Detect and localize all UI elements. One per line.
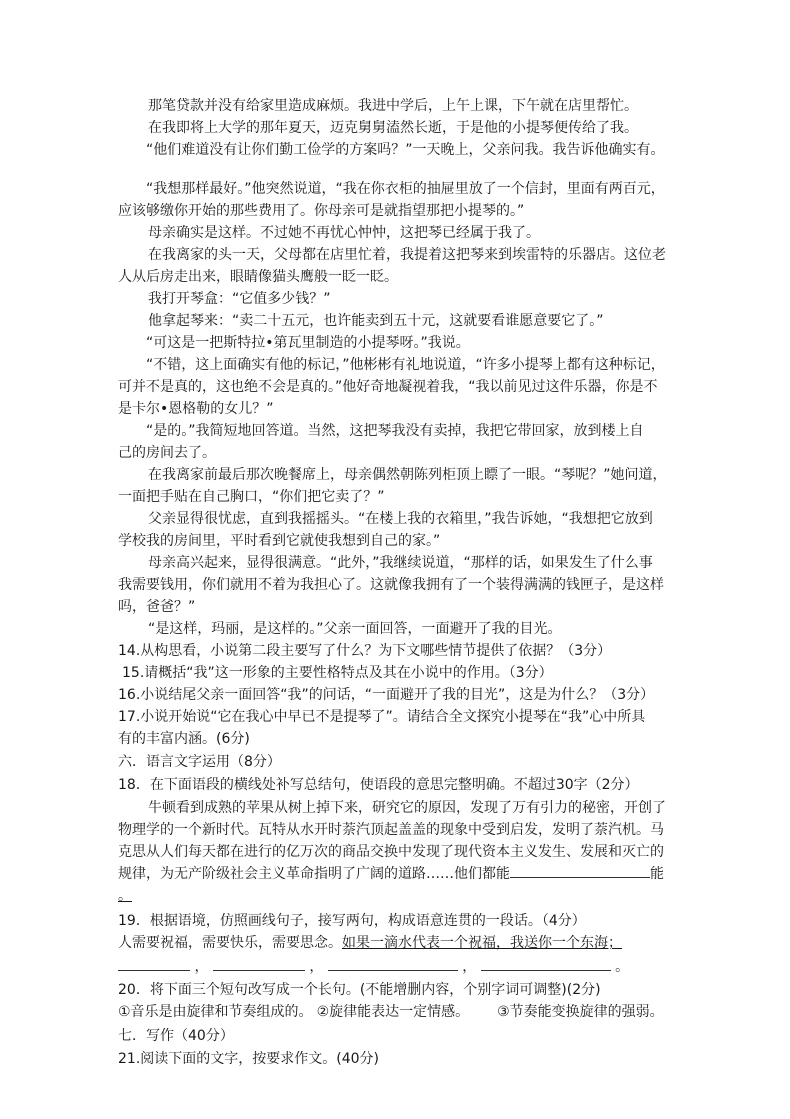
story-line: 在我即将上大学的那年夏天，迈克舅舅溘然长逝，于是他的小提琴便传给了我。 <box>148 120 638 136</box>
q20-item-1: ①音乐是由旋律和节奏组成的。 <box>118 1004 313 1020</box>
q19-comma: ， <box>194 959 209 975</box>
story-line: 学校我的房间里，平时看到它就使我想到自己的家。” <box>118 533 441 549</box>
question-17: 17.小说开始说“它在我心中早已不是提琴了”。请结合全文探究小提琴在“我”心中所具 <box>118 709 646 725</box>
story-line: 是卡尔•恩格勒的女儿？” <box>118 401 274 417</box>
story-line: “他们难道没有让你们勤工俭学的方案吗？”一天晚上，父亲问我。我告诉他确实有。 <box>146 142 665 158</box>
q20-item-3: ③节奏能变换旋律的强弱。 <box>497 1004 664 1020</box>
q19-blank-2[interactable] <box>213 956 305 971</box>
story-line: 母亲高兴起来，显得很满意。“此外，”我继续说道，“那样的话，如果发生了什么事 <box>148 555 653 571</box>
question-15: 15.请概括“我”这一形象的主要性格特点及其在小说中的作用。（3分） <box>122 665 553 681</box>
story-line: 可并不是真的，这也绝不会是真的。”他好奇地凝视着我，“我以前见过这件乐器，你是不 <box>118 379 658 395</box>
q20-items <box>118 1001 678 1023</box>
story-line: 一面把手贴在自己胸口，“你们把它卖了？” <box>118 489 385 505</box>
question-21: 21.阅读下面的文字，按要求作文。(40分) <box>118 1051 380 1067</box>
q19-comma: ， <box>309 959 324 975</box>
story-line: 在我离家前最后那次晚餐席上，母亲偶然朝陈列柜顶上瞟了一眼。“琴呢？”她问道， <box>148 467 667 483</box>
q18-end-mark <box>118 885 678 907</box>
story-line: 我打开琴盒：“它值多少钱？” <box>148 291 331 307</box>
story-line: 应该够缴你开始的那些费用了。你母亲可是就指望那把小提琴的。” <box>118 203 525 219</box>
story-line: “是这样，玛丽，是这样的。”父亲一面回答，一面避开了我的目光。 <box>148 621 562 637</box>
q19-blank-4[interactable] <box>481 956 611 971</box>
q19-blanks-row <box>118 956 678 978</box>
story-line: 己的房间去了。 <box>118 445 216 461</box>
q20-item-2: ②旋律能表达一定情感。 <box>316 1004 470 1020</box>
story-line: 我需要钱用，你们就用不着为我担心了。这就像我拥有了一个装得满满的钱匣子，是这样 <box>118 577 664 593</box>
story-line: 母亲确实是这样。不过她不再忧心忡忡，这把琴已经属于我了。 <box>148 225 540 241</box>
q18-after-blank: 能 <box>650 866 664 882</box>
question-16: 16.小说结尾父亲一面回答“我”的问话，“一面避开了我的目光”，这是为什么？（3分） <box>118 687 655 703</box>
question-19: 19．根据语境，仿照画线句子，接写两句，构成语意连贯的一段话。（4分） <box>118 913 586 929</box>
q19-blank-3[interactable] <box>328 956 458 971</box>
story-line: “可这是一把斯特拉•第瓦里制造的小提琴呀。”我说。 <box>146 335 470 351</box>
story-line: 人从后房走出来，眼睛像猫头鹰般一眨一眨。 <box>118 269 398 285</box>
q19-comma: ， <box>462 959 477 975</box>
section-7-title: 七．写作（40分） <box>118 1028 234 1044</box>
story-line: “我想那样最好。”他突然说道，“我在你衣柜的抽屉里放了一个信封，里面有两百元， <box>146 181 665 197</box>
q19-period: 。 <box>615 959 630 975</box>
q19-model-sentence: 如果一滴水代表一个祝福，我送你一个东海； <box>342 935 622 951</box>
story-line: 他拿起琴来：“卖二十五元，也许能卖到五十元，这就要看谁愿意要它了。” <box>148 313 604 329</box>
q18-passage-line: 牛顿看到成熟的苹果从树上掉下来，研究它的原因，发现了万有引力的秘密，开创了 <box>148 800 666 816</box>
question-17-continued: 有的丰富内涵。(6分) <box>118 731 250 747</box>
story-line: 吗，爸爸？” <box>118 599 196 615</box>
q18-passage-line: 物理学的一个新时代。瓦特从水开时萘汽顶起盖盖的现象中受到启发，发明了萘汽机。马 <box>118 822 664 838</box>
q18-passage-last <box>118 863 678 885</box>
question-14: 14.从构思看，小说第二段主要写了什么？为下文哪些情节提供了依据？（3分） <box>118 643 612 659</box>
q18-end-period: 。 <box>118 888 132 904</box>
section-6-title: 六．语言文字运用（8分） <box>118 754 281 770</box>
q19-prompt <box>118 932 678 954</box>
q19-lead: 人需要祝福，需要快乐，需要思念。 <box>118 935 342 951</box>
story-line: 父亲显得很忧虑，直到我摇摇头。“在楼上我的衣箱里，”我告诉她，“我想把它放到 <box>148 511 653 527</box>
question-20: 20．将下面三个短句改写成一个长句。(不能增删内容，个别字词可调整)(2分) <box>118 982 601 998</box>
question-18: 18．在下面语段的横线处补写总结句，使语段的意思完整明确。不超过30字（2分） <box>118 777 639 793</box>
story-line: “是的。”我简短地回答道。当然，这把琴我没有卖掉，我把它带回家，放到楼上自 <box>146 423 644 439</box>
q19-blank-1[interactable] <box>118 956 190 971</box>
story-line: 那笔贷款并没有给家里造成麻烦。我进中学后，上午上课，下午就在店里帮忙。 <box>148 98 638 114</box>
story-line: “不错，这上面确实有他的标记，”他彬彬有礼地说道，“许多小提琴上都有这种标记， <box>146 357 665 373</box>
story-line: 在我离家的头一天，父母都在店里忙着，我提着这把琴来到埃雷特的乐器店。这位老 <box>148 247 666 263</box>
q18-passage-line: 克思从人们每天都在进行的亿万次的商品交换中发现了现代资本主义发生、发展和灭亡的 <box>118 844 664 860</box>
q18-answer-blank[interactable] <box>510 863 650 878</box>
q18-passage-text: 规律，为无产阶级社会主义革命指明了广阔的道路……他们都能 <box>118 866 510 882</box>
